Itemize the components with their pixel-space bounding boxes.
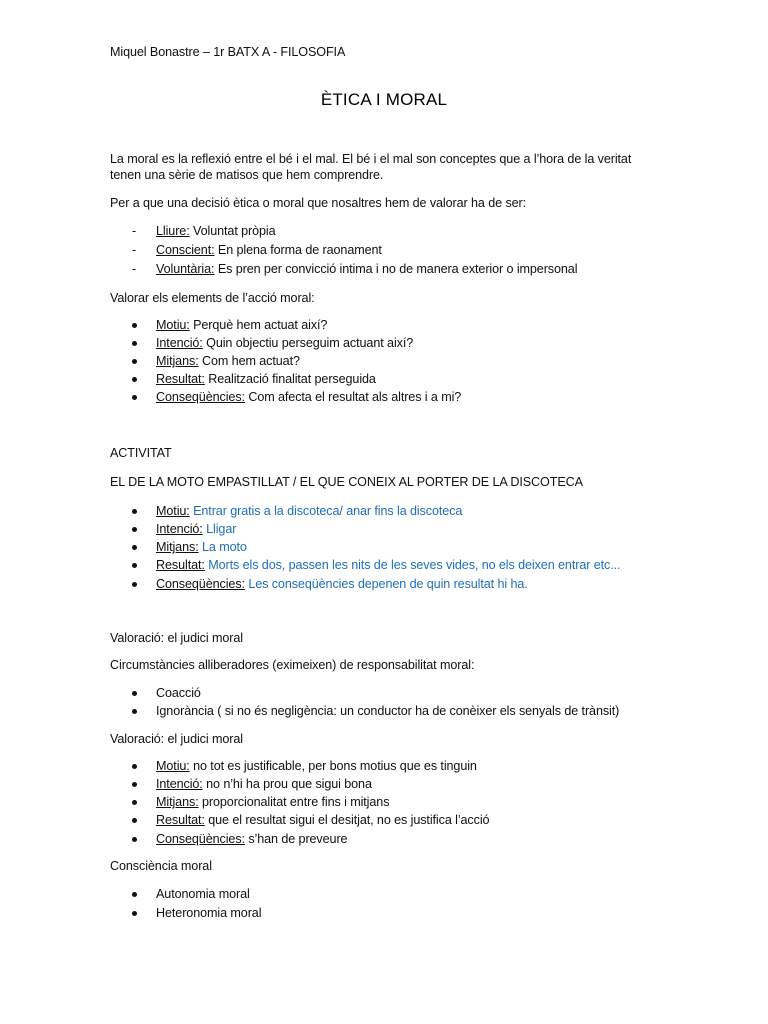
dash-marker: - — [132, 243, 137, 257]
bullet-marker — [132, 691, 137, 696]
bullet-marker — [132, 509, 137, 514]
item-text: Coacció — [156, 686, 201, 700]
valoracio-heading-2: Valoració: el judici moral — [110, 732, 243, 746]
document-title: ÈTICA I MORAL — [320, 90, 448, 109]
bullet-marker — [132, 359, 137, 364]
item-text: no tot es justificable, per bons motius que es tinguin — [189, 759, 477, 773]
activity-subheading: EL DE LA MOTO EMPASTILLAT / EL QUE CONEIX AL PORTER DE LA DISCOTECA — [110, 475, 583, 489]
intro-line-2: tenen una sèrie de matisos que hem comprendre. — [110, 168, 384, 182]
decision-intro: Per a que una decisió ètica o moral que nosaltres hem de valorar ha de ser: — [110, 196, 527, 210]
item-label: Conscient: — [156, 243, 215, 257]
bullet-marker — [132, 545, 137, 550]
item-label: Intenció: — [156, 777, 203, 791]
circumstances-intro: Circumstàncies alliberadores (eximeixen) de responsabilitat moral: — [110, 658, 475, 672]
item-label: Mitjans: — [156, 795, 199, 809]
item-text: no n’hi ha prou que sigui bona — [202, 777, 372, 791]
item-answer: Entrar gratis a la discoteca/ anar fins la discoteca — [189, 504, 463, 518]
bullet-marker — [132, 563, 137, 568]
bullet-marker — [132, 709, 137, 714]
intro-line-1: La moral es la reflexió entre el bé i el mal. El bé i el mal son conceptes que a l’hora de la veritat — [110, 152, 632, 166]
item-answer: Lligar — [202, 522, 237, 536]
item-label: Conseqüències: — [156, 577, 245, 591]
item-text: Ignorància ( si no és negligència: un conductor ha de conèixer els senyals de trànsit) — [156, 704, 620, 718]
bullet-marker — [132, 323, 137, 328]
bullet-marker — [132, 582, 137, 587]
item-label: Resultat: — [156, 372, 205, 386]
item-text: Heteronomia moral — [156, 906, 262, 920]
item-label: Conseqüències: — [156, 832, 245, 846]
item-label: Resultat: — [156, 558, 205, 572]
elements-intro: Valorar els elements de l’acció moral: — [110, 291, 315, 305]
item-label: Intenció: — [156, 336, 203, 350]
bullet-marker — [132, 341, 137, 346]
item-answer: Morts els dos, passen les nits de les seves vides, no els deixen entrar etc... — [204, 558, 621, 572]
item-text: Perquè hem actuat així? — [189, 318, 328, 332]
dash-marker: - — [132, 224, 137, 238]
item-text: Voluntat pròpia — [189, 224, 276, 238]
item-text: Quin objectiu perseguim actuant així? — [202, 336, 414, 350]
item-answer: Les conseqüències depenen de quin resultat hi ha. — [244, 577, 528, 591]
item-label: Mitjans: — [156, 540, 199, 554]
item-label: Motiu: — [156, 759, 190, 773]
item-text: En plena forma de raonament — [214, 243, 382, 257]
document-header: Miquel Bonastre – 1r BATX A - FILOSOFIA — [110, 45, 346, 59]
item-label: Mitjans: — [156, 354, 199, 368]
bullet-marker — [132, 527, 137, 532]
item-label: Lliure: — [156, 224, 190, 238]
item-label: Conseqüències: — [156, 390, 245, 404]
item-text: que el resultat sigui el desitjat, no es justifica l’acció — [204, 813, 490, 827]
activity-heading: ACTIVITAT — [110, 446, 172, 460]
bullet-marker — [132, 377, 137, 382]
bullet-marker — [132, 911, 137, 916]
item-text: Autonomia moral — [156, 887, 250, 901]
item-answer: La moto — [198, 540, 247, 554]
item-text: Realització finalitat perseguida — [204, 372, 376, 386]
bullet-marker — [132, 782, 137, 787]
bullet-marker — [132, 764, 137, 769]
item-text: Es pren per convicció intima i no de manera exterior o impersonal — [214, 262, 578, 276]
item-label: Resultat: — [156, 813, 205, 827]
item-text: Com afecta el resultat als altres i a mi? — [244, 390, 462, 404]
bullet-marker — [132, 837, 137, 842]
item-label: Motiu: — [156, 318, 190, 332]
dash-marker: - — [132, 262, 137, 276]
valoracio-heading-1: Valoració: el judici moral — [110, 631, 243, 645]
bullet-marker — [132, 818, 137, 823]
bullet-marker — [132, 892, 137, 897]
bullet-marker — [132, 800, 137, 805]
item-label: Intenció: — [156, 522, 203, 536]
item-text: proporcionalitat entre fins i mitjans — [198, 795, 390, 809]
item-label: Voluntària: — [156, 262, 215, 276]
conscience-heading: Consciència moral — [110, 859, 212, 873]
item-text: s’han de preveure — [244, 832, 348, 846]
item-text: Com hem actuat? — [198, 354, 300, 368]
bullet-marker — [132, 395, 137, 400]
item-label: Motiu: — [156, 504, 190, 518]
